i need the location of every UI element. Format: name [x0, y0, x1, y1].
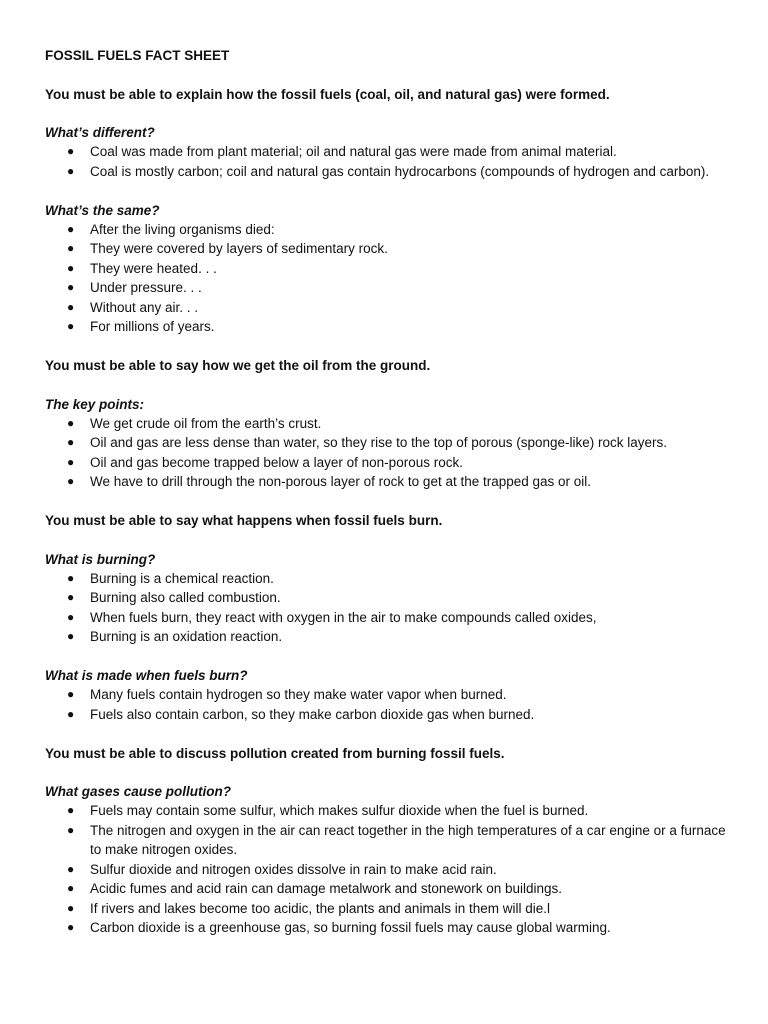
list-item-text: Sulfur dioxide and nitrogen oxides dissolve in rain to make acid rain. [90, 861, 497, 877]
list-item [45, 317, 728, 337]
list-item [45, 298, 728, 318]
list-item-text: Burning also called combustion. [90, 590, 281, 605]
list-item [45, 627, 728, 647]
bullet-icon: ● [67, 881, 75, 895]
bullet-icon: ● [67, 280, 75, 294]
list-item-text: They were covered by layers of sedimentary rock. [90, 241, 388, 256]
bullet-icon: ● [67, 590, 75, 604]
list-item [45, 821, 728, 860]
bullet-icon: ● [67, 415, 75, 430]
list-item [45, 162, 728, 182]
subheading: The key points: [45, 396, 145, 412]
list-item-text: Without any air. . . [90, 299, 199, 315]
list-item-text: The nitrogen and oxygen in the air can react together in the high temperatures of a car engine or a furnace to make nitrogen oxides. [90, 822, 726, 857]
subheading: What gases cause pollution? [45, 784, 232, 799]
fact-section [45, 85, 728, 337]
list-item-text: Fuels also contain carbon, so they make carbon dioxide gas when burned. [90, 706, 535, 722]
bullet-list [45, 569, 728, 647]
requirement-statement: You must be able to say what happens when fossil fuels burn. [45, 513, 443, 528]
bullet-list [45, 220, 728, 337]
bullet-icon: ● [67, 803, 75, 817]
bullet-icon: ● [67, 221, 75, 236]
list-item-text: Carbon dioxide is a greenhouse gas, so burning fossil fuels may cause global warming. [90, 920, 611, 935]
list-item [45, 860, 728, 880]
list-item [45, 685, 728, 705]
bullet-icon: ● [67, 299, 75, 314]
list-item-text: When fuels burn, they react with oxygen in the air to make compounds called oxides, [90, 609, 597, 625]
bullet-icon: ● [67, 861, 75, 876]
list-item [45, 278, 728, 298]
list-item-text: Coal is mostly carbon; coil and natural gas contain hydrocarbons (compounds of hydrogen and carbon). [90, 163, 710, 179]
list-item-text: For millions of years. [90, 319, 215, 334]
list-item [45, 453, 728, 473]
list-item-text: Oil and gas are less dense than water, so they rise to the top of porous (sponge-like) rock layers. [90, 435, 668, 450]
bullet-icon: ● [67, 144, 75, 158]
list-item [45, 414, 728, 434]
list-item [45, 569, 728, 589]
list-item [45, 918, 728, 938]
list-item [45, 433, 728, 453]
subheading: What is made when fuels burn? [45, 668, 248, 683]
list-item [45, 220, 728, 240]
bullet-icon: ● [67, 706, 75, 721]
list-item [45, 899, 728, 919]
requirement-statement: You must be able to explain how the fossil fuels (coal, oil, and natural gas) were formed. [45, 86, 610, 102]
bullet-list [45, 414, 728, 492]
bullet-icon: ● [67, 474, 75, 488]
bullet-list [45, 142, 728, 181]
bullet-icon: ● [67, 260, 75, 275]
list-item [45, 239, 728, 259]
list-item [45, 705, 728, 725]
list-item-text: We have to drill through the non-porous layer of rock to get at the trapped gas or oil. [90, 474, 592, 489]
list-item-text: Fuels may contain some sulfur, which makes sulfur dioxide when the fuel is burned. [90, 803, 589, 818]
list-item-text: They were heated. . . [90, 260, 217, 276]
requirement-statement: You must be able to say how we get the oil from the ground. [45, 358, 431, 373]
bullet-icon: ● [67, 435, 75, 449]
bullet-icon: ● [67, 822, 75, 837]
subheading: What’s the same? [45, 202, 160, 218]
list-item-text: We get crude oil from the earth’s crust. [90, 415, 322, 431]
list-item [45, 879, 728, 899]
list-item [45, 142, 728, 162]
fact-section [45, 744, 728, 938]
list-item-text: Oil and gas become trapped below a layer of non-porous rock. [90, 454, 463, 470]
requirement-statement: You must be able to discuss pollution created from burning fossil fuels. [45, 745, 505, 761]
bullet-icon: ● [67, 241, 75, 255]
list-item-text: Burning is an oxidation reaction. [90, 629, 283, 644]
list-item [45, 259, 728, 279]
bullet-icon: ● [67, 319, 75, 333]
fact-section [45, 511, 728, 724]
list-item-text: Burning is a chemical reaction. [90, 570, 274, 586]
document-title: FOSSIL FUELS FACT SHEET [45, 48, 230, 63]
document-body [45, 85, 728, 938]
list-item-text: Acidic fumes and acid rain can damage metalwork and stonework on buildings. [90, 881, 563, 896]
bullet-icon: ● [67, 687, 75, 701]
subheading: What’s different? [45, 125, 155, 140]
bullet-icon: ● [67, 163, 75, 178]
list-item-text: After the living organisms died: [90, 221, 275, 237]
list-item [45, 801, 728, 821]
fact-section [45, 356, 728, 492]
bullet-icon: ● [67, 609, 75, 624]
list-item-text: Under pressure. . . [90, 280, 202, 295]
bullet-icon: ● [67, 920, 75, 934]
list-item-text: If rivers and lakes become too acidic, the plants and animals in them will die.l [90, 900, 550, 916]
list-item [45, 588, 728, 608]
list-item [45, 472, 728, 492]
bullet-icon: ● [67, 629, 75, 643]
bullet-icon: ● [67, 570, 75, 585]
subheading: What is burning? [45, 551, 156, 567]
bullet-list [45, 801, 728, 938]
list-item [45, 608, 728, 628]
bullet-list [45, 685, 728, 724]
list-item-text: Many fuels contain hydrogen so they make water vapor when burned. [90, 687, 507, 702]
list-item-text: Coal was made from plant material; oil and natural gas were made from animal material. [90, 144, 617, 159]
bullet-icon: ● [67, 454, 75, 469]
bullet-icon: ● [67, 900, 75, 915]
